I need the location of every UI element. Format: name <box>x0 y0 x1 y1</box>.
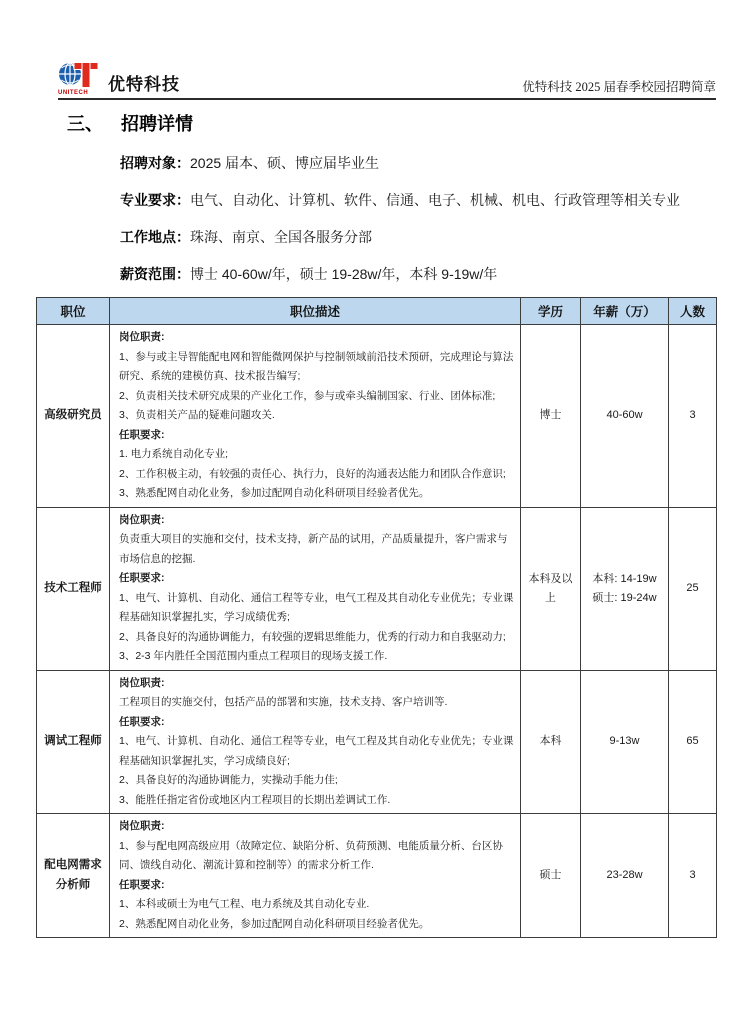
description-line: 2、具备良好的沟通协调能力，有较强的逻辑思维能力，优秀的行动力和自我驱动力; <box>119 630 506 643</box>
position-name: 调试工程师 <box>37 670 110 814</box>
description-section-label: 岗位职责: <box>119 513 165 526</box>
column-header: 职位 <box>37 298 110 325</box>
description-line: 2、具备良好的沟通协调能力，实操动手能力佳; <box>119 774 338 786</box>
info-value: 电气、自动化、计算机、软件、信通、电子、机械、机电、行政管理等相关专业 <box>190 192 680 208</box>
description-line: 1、参与配电网高级应用（故障定位、缺陷分析、负荷预测、电能质量分析、台区协同、馈线自动化、潮流计算和控制等）的需求分析工作. <box>119 839 503 871</box>
salary-line: 9-13w <box>609 735 640 748</box>
info-label: 招聘对象： <box>120 155 190 171</box>
annual-salary <box>581 507 669 670</box>
document-title: 优特科技 2025 届春季校园招聘简章 <box>522 80 716 94</box>
description-section-label: 岗位职责: <box>119 676 165 689</box>
description-section-label: 任职要求: <box>119 715 165 728</box>
info-line <box>120 189 714 211</box>
salary-line: 40-60w <box>606 409 643 422</box>
description-section-label: 岗位职责: <box>119 820 165 832</box>
description-section-label: 岗位职责: <box>119 331 165 343</box>
table-row <box>37 507 717 670</box>
position-description <box>110 670 521 814</box>
column-header: 人数 <box>669 298 717 325</box>
position-description <box>110 814 521 938</box>
headcount: 3 <box>669 325 717 508</box>
company-logo <box>58 61 180 98</box>
info-value: 2025 届本、硕、博应届毕业生 <box>190 155 380 171</box>
description-line: 2、负责相关技术研究成果的产业化工作，参与或牵头编制国家、行业、团体标准; <box>119 389 496 402</box>
logo-company-name: 优特科技 <box>108 75 180 94</box>
description-section-label: 任职要求: <box>119 428 165 441</box>
info-line <box>120 152 714 174</box>
description-section-label: 任职要求: <box>119 572 165 584</box>
education-requirement: 硕士 <box>521 814 581 938</box>
description-line: 3、熟悉配网自动化业务，参加过配网自动化科研项目经验者优先。 <box>119 487 430 499</box>
headcount: 25 <box>669 507 717 670</box>
table-header-row <box>37 298 717 325</box>
positions-table-wrap <box>36 297 717 938</box>
description-line: 2、工作积极主动，有较强的责任心、执行力，良好的沟通表达能力和团队合作意识; <box>119 467 506 480</box>
section-title: 招聘详情 <box>121 114 193 134</box>
description-line: 1. 电力系统自动化专业; <box>119 448 229 460</box>
info-value: 珠海、南京、全国各服务分部 <box>190 229 372 245</box>
salary-line: 本科: 14-19w <box>592 572 657 585</box>
position-name: 配电网需求分析师 <box>37 814 110 938</box>
description-line: 1、参与或主导智能配电网和智能微网保护与控制领域前沿技术预研，完成理论与算法研究、系统的建模仿真、技术报告编写; <box>119 350 514 382</box>
info-label: 薪资范围： <box>120 266 190 282</box>
description-line: 1、电气、计算机、自动化、通信工程等专业，电气工程及其自动化专业优先；专业课程基础知识掌握扎实，学习成绩优秀; <box>119 591 514 623</box>
recruit-info-block <box>120 152 714 300</box>
description-line: 1、电气、计算机、自动化、通信工程等专业，电气工程及其自动化专业优先；专业课程基础知识掌握扎实，学习成绩良好; <box>119 735 514 767</box>
position-name: 高级研究员 <box>37 325 110 508</box>
section-heading <box>67 110 193 136</box>
annual-salary <box>581 814 669 938</box>
education-requirement: 博士 <box>521 325 581 508</box>
description-line: 2、熟悉配网自动化业务，参加过配网自动化科研项目经验者优先。 <box>119 917 430 930</box>
table-row <box>37 325 717 508</box>
table-row <box>37 814 717 938</box>
description-line: 1、本科或硕士为电气工程、电力系统及其自动化专业. <box>119 898 370 910</box>
annual-salary <box>581 670 669 814</box>
salary-line: 硕士: 19-24w <box>592 591 657 604</box>
info-value: 博士 40-60w/年，硕士 19-28w/年，本科 9-19w/年 <box>190 266 498 282</box>
description-section-label: 任职要求: <box>119 878 165 891</box>
headcount: 65 <box>669 670 717 814</box>
table-row <box>37 670 717 814</box>
logo-unitech-label: UNITECH <box>58 90 89 96</box>
description-line: 工程项目的实施交付，包括产品的部署和实施，技术支持、客户培训等. <box>119 696 448 708</box>
description-line: 3、能胜任指定省份或地区内工程项目的长期出差调试工作. <box>119 793 391 806</box>
description-line: 3、2-3 年内胜任全国范围内重点工程项目的现场支援工作. <box>119 650 388 662</box>
info-line <box>120 263 714 285</box>
column-header: 职位描述 <box>110 298 521 325</box>
education-requirement: 本科及以上 <box>521 507 581 670</box>
salary-line: 23-28w <box>606 869 643 882</box>
positions-table <box>36 297 717 938</box>
column-header: 年薪（万） <box>581 298 669 325</box>
position-description <box>110 507 521 670</box>
page-header <box>58 56 716 100</box>
headcount: 3 <box>669 814 717 938</box>
description-line: 负责重大项目的实施和交付，技术支持，新产品的试用，产品质量提升，客户需求与市场信息的挖掘. <box>119 533 508 565</box>
position-name: 技术工程师 <box>37 507 110 670</box>
description-line: 3、负责相关产品的疑难问题攻关. <box>119 409 275 421</box>
info-label: 工作地点： <box>120 229 190 245</box>
section-number: 三、 <box>67 114 103 134</box>
column-header: 学历 <box>521 298 581 325</box>
annual-salary <box>581 325 669 508</box>
logo-mark <box>58 61 102 95</box>
education-requirement: 本科 <box>521 670 581 814</box>
position-description <box>110 325 521 508</box>
info-label: 专业要求： <box>120 192 190 208</box>
info-line <box>120 226 714 248</box>
